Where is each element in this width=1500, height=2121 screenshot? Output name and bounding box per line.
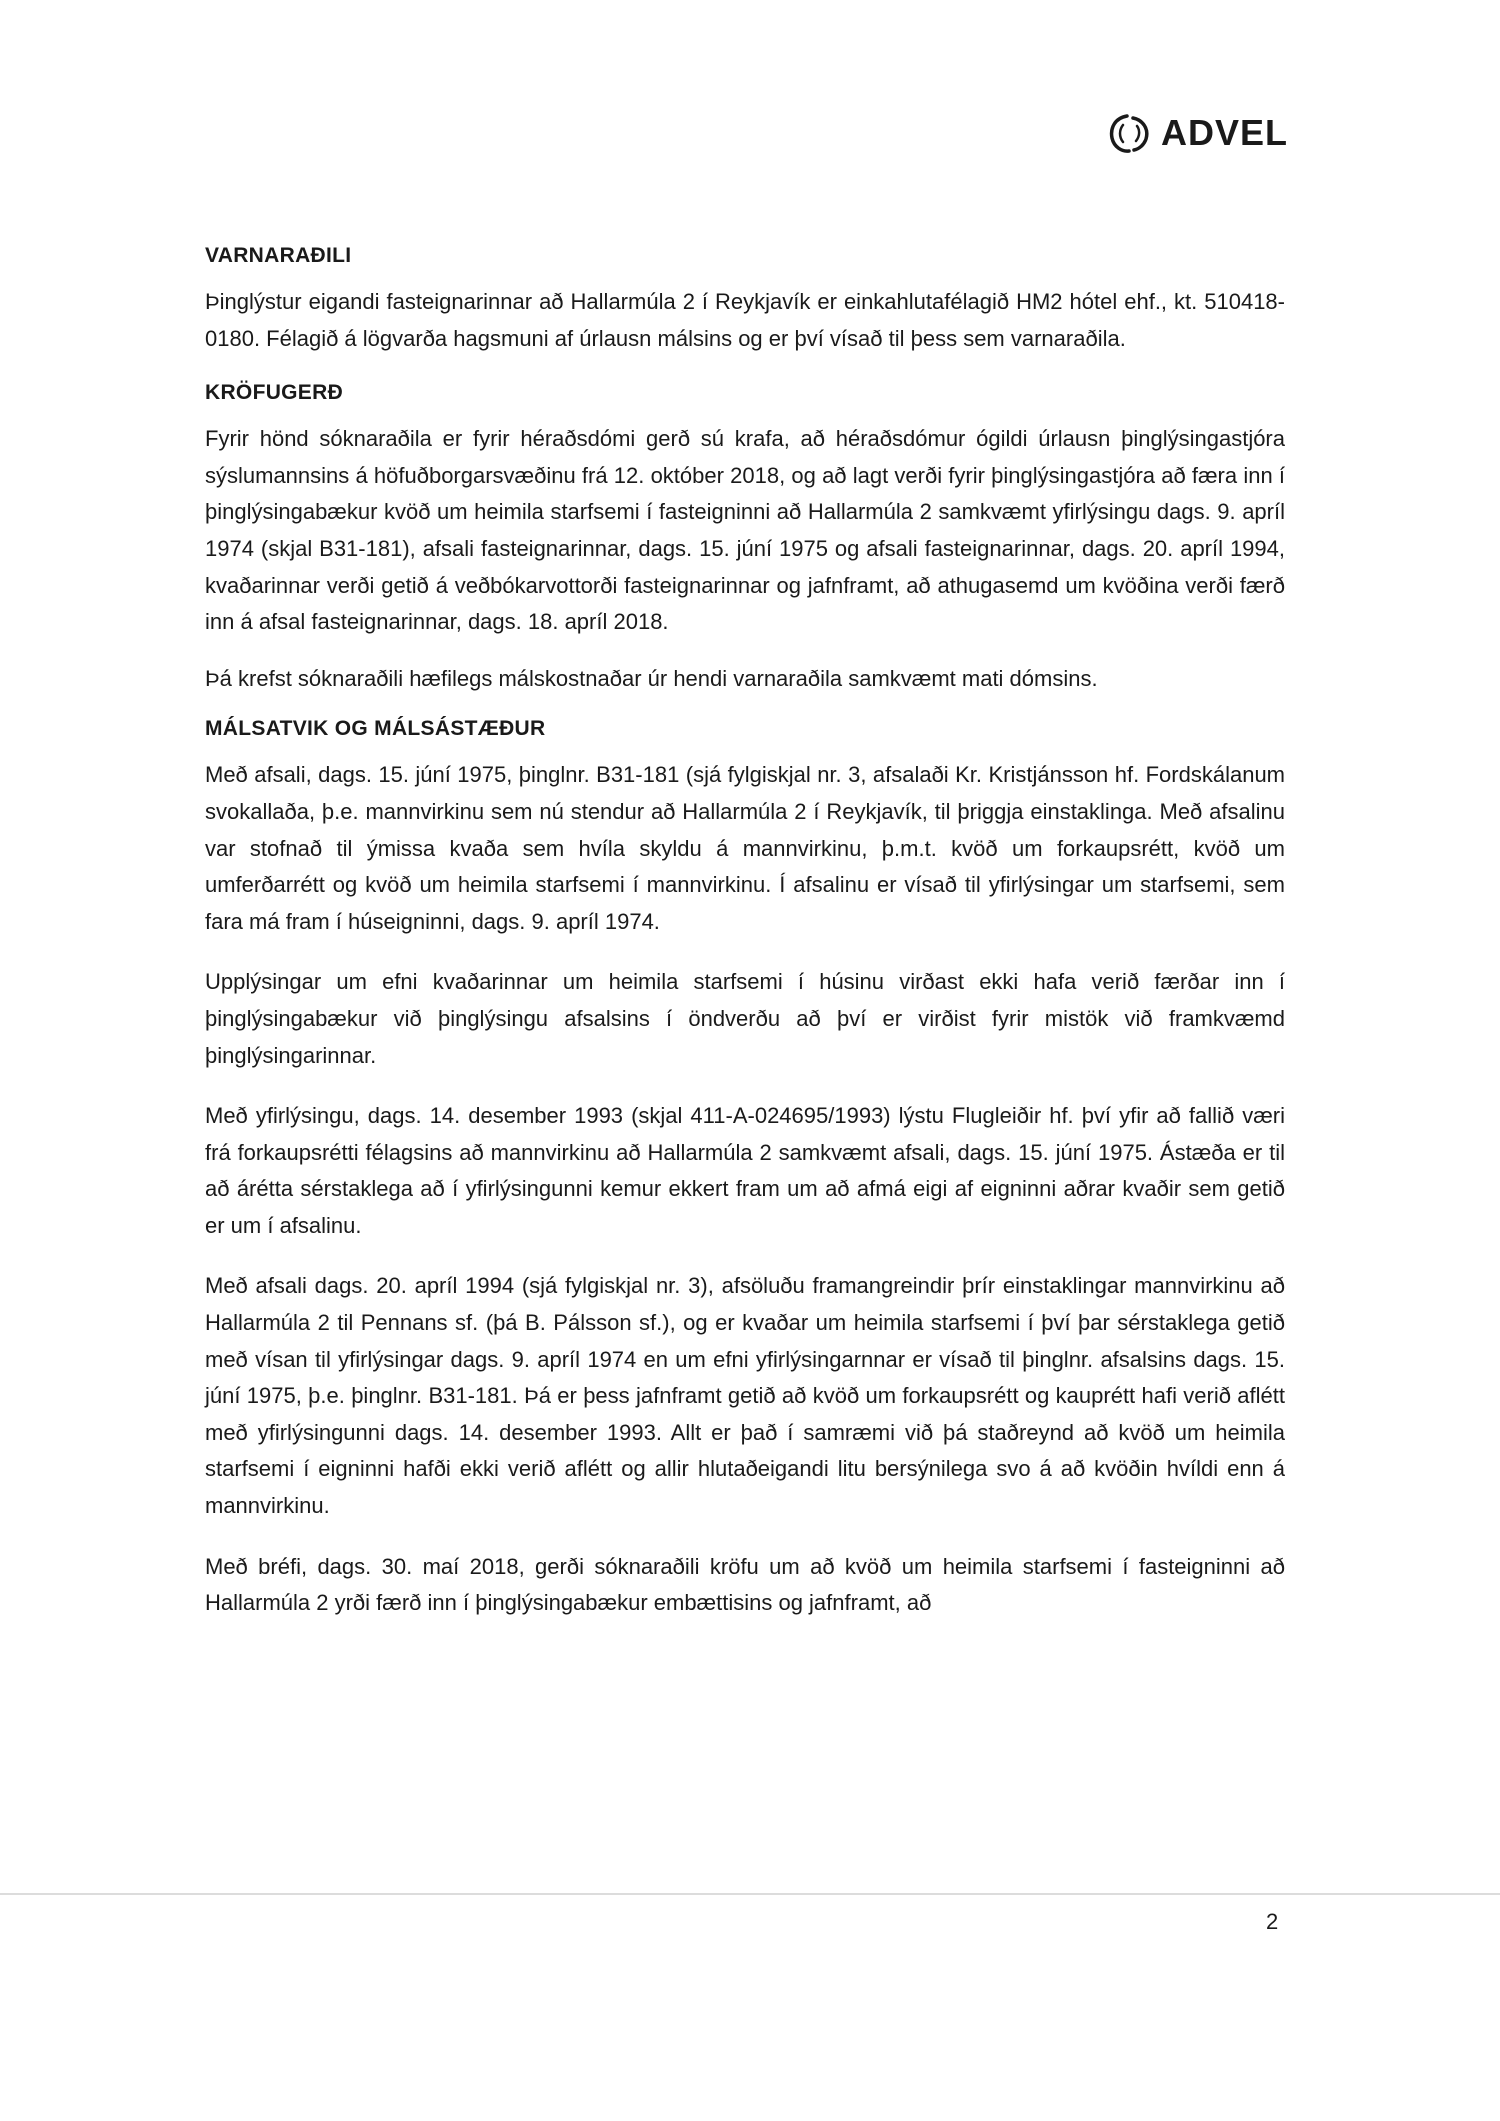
paragraph: Með yfirlýsingu, dags. 14. desember 1993 (skjal 411-A-024695/1993) lýstu Flugleiðir hf. því yfir að fallið væri frá forkaupsrétti félagsins að mannvirkinu að Hallarmúla 2 samkvæmt afsali, dags. 15. júní 1975. Ástæða er til að árétta sérstaklega að í yfirlýsingunni kemur ekkert fram um að afmá eigi af eigninni aðrar kvaðir sem getið er um í afsalinu. — [205, 1103, 1285, 1238]
section-heading-varnaradili: VARNARAÐILI — [205, 244, 352, 267]
paragraph: Þá krefst sóknaraðili hæfilegs málskostnaðar úr hendi varnaraðila samkvæmt mati dómsins. — [205, 665, 1098, 691]
logo-text: ADVEL — [1160, 112, 1288, 153]
section-heading-malsatvik: MÁLSATVIK OG MÁLSÁSTÆÐUR — [205, 717, 546, 741]
advel-logo-icon — [1107, 110, 1155, 156]
footer-divider — [0, 1893, 1500, 1895]
paragraph: Með bréfi, dags. 30. maí 2018, gerði sóknaraðili kröfu um að kvöð um heimila starfsemi í fasteigninni að Hallarmúla 2 yrði færð inn í þinglýsingabækur embættisins og jafnframt, að — [205, 1553, 1285, 1616]
document-body — [205, 244, 1285, 1646]
section-heading-krofugerd: KRÖFUGERÐ — [205, 381, 344, 405]
paragraph: Með afsali, dags. 15. júní 1975, þinglnr. B31-181 (sjá fylgiskjal nr. 3, afsalaði Kr. Kristjánsson hf. Fordskálanum svokallaða, þ.e. mannvirkinu sem nú stendur að Hallarmúla 2 í Reykjavík, til þriggja einstaklinga. Með afsalinu var stofnað til ýmissa kvaða sem hvíla skyldu á mannvirkinu, þ.m.t. kvöð um forkaupsrétt, kvöð um umferðarrétt og kvöð um heimila starfsemi í mannvirkinu. Í afsalinu er vísað til yfirlýsingar um starfsemi, sem fara má fram í húseigninni, dags. 9. apríl 1974. — [205, 762, 1285, 934]
paragraph: Þinglýstur eigandi fasteignarinnar að Hallarmúla 2 í Reykjavík er einkahlutafélagið HM2 hótel ehf., kt. 510418-0180. Félagið á lögvarða hagsmuni af úrlausn málsins og er því vísað til þess sem varnaraðila. — [205, 289, 1285, 351]
paragraph: Upplýsingar um efni kvaðarinnar um heimila starfsemi í húsinu virðast ekki hafa verið færðar inn í þinglýsingabækur við þinglýsingu afsalsins í öndverðu að því er virðist fyrir mistök við framkvæmd þinglýsingarinnar. — [205, 969, 1285, 1068]
paragraph: Með afsali dags. 20. apríl 1994 (sjá fylgiskjal nr. 3), afsöluðu framangreindir þrír einstaklingar mannvirkinu að Hallarmúla 2 til Pennans sf. (þá B. Pálsson sf.), og er kvaðar um heimila starfsemi í því þar sérstaklega getið með vísan til yfirlýsingar dags. 9. apríl 1974 en um efni yfirlýsingarnnar er vísað til þinglnr. afsalsins dags. 15. júní 1975, þ.e. þinglnr. B31-181. Þá er þess jafnframt getið að kvöð um forkaupsrétt og kauprétt hafi verið aflétt með yfirlýsingunni dags. 14. desember 1993. Allt er það í samræmi við þá staðreynd að kvöð um heimila starfsemi í eigninni hafði ekki verið aflétt og allir hlutaðeigandi litu bersýnilega svo á að kvöðin hvíldi enn á mannvirkinu. — [205, 1273, 1285, 1519]
paragraph: Fyrir hönd sóknaraðila er fyrir héraðsdómi gerð sú krafa, að héraðsdómur ógildi úrlausn þinglýsingastjóra sýslumannsins á höfuðborgarsvæðinu frá 12. október 2018, og að lagt verði fyrir þinglýsingastjóra að færa inn í þinglýsingabækur kvöð um heimila starfsemi í fasteigninni að Hallarmúla 2 samkvæmt yfirlýsingu dags. 9. apríl 1974 (skjal B31-181), afsali fasteignarinnar, dags. 15. júní 1975 og afsali fasteignarinnar, dags. 20. apríl 1994, kvaðarinnar verði getið á veðbókarvottorði fasteignarinnar og jafnframt, að athugasemd um kvöðina verði færð inn á afsal fasteignarinnar, dags. 18. apríl 2018. — [205, 426, 1285, 635]
company-logo — [1107, 110, 1288, 156]
page-number: 2 — [1266, 1909, 1279, 1934]
